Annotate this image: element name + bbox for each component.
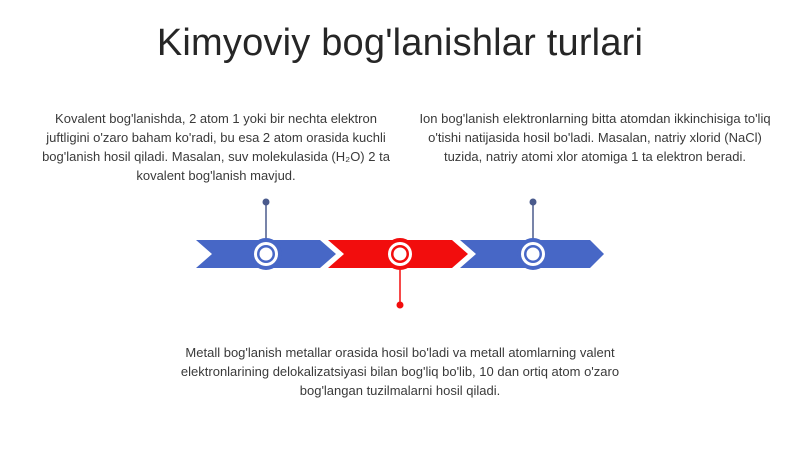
covalent-bond-text: Kovalent bog'lanishda, 2 atom 1 yoki bir nechta elektron juftligini o'zaro baham ko'radi, bu esa 2 atom orasida kuchli bog'lanish hosil qiladi. Masalan, suv molekulasida (H₂O) 2 ta kovalent bog'lanish mavjud. [42,111,390,183]
covalent-pin-dot [263,199,270,206]
slide-title: Kimyoviy bog'lanishlar turlari [156,22,644,64]
metallic-bond-text: Metall bog'lanish metallar orasida hosil bo'ladi va metall atomlarning valent elektronlarining delokalizatsiyasi bilan bog'liq bo'lib, 10 dan ortiq atom o'zaro bog'langan tuzilmalarni hosil qiladi. [180,345,620,398]
metallic-pin-dot [397,302,404,309]
ionic-bond-text: Ion bog'lanish elektronlarning bitta atomdan ikkinchisiga to'liq o'tishi natijasida hosil bo'ladi. Masalan, natriy xlorid (NaCl) tuzida, natriy atomi xlor atomiga 1 ta elektron beradi. [419,111,771,164]
ionic-pin-dot [530,199,537,206]
